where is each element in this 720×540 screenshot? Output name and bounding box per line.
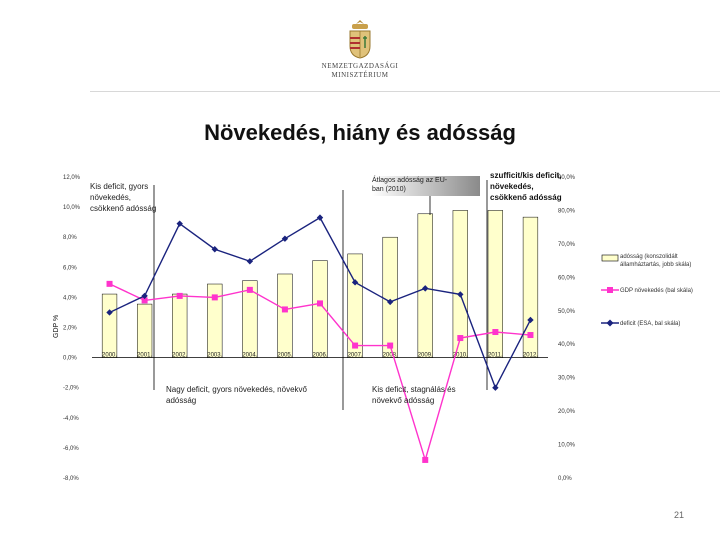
annotation-bottom-right: Kis deficit, stagnálás és növekvő adósság bbox=[372, 385, 456, 405]
gdp-point bbox=[212, 294, 218, 300]
legend-label-debt: adósság (konszolidált államháztartás, jobb skála) bbox=[620, 254, 692, 268]
gdp-point bbox=[177, 293, 183, 299]
bar-debt-2007 bbox=[348, 254, 363, 358]
gdp-point bbox=[422, 457, 428, 463]
category-label: 2003. bbox=[207, 352, 223, 359]
annotation-bottom-left: Nagy deficit, gyors növekedés, növekvő adósság bbox=[166, 385, 307, 405]
right-tick-label: 70,0% bbox=[558, 241, 576, 248]
left-tick-label: 6,0% bbox=[63, 265, 77, 272]
left-tick-label: -8,0% bbox=[63, 476, 79, 482]
gdp-point bbox=[387, 343, 393, 349]
left-tick-label: 4,0% bbox=[63, 295, 77, 302]
bar-debt-2001 bbox=[137, 304, 152, 358]
category-label: 2004. bbox=[242, 352, 258, 359]
annotation-top-left: Kis deficit, gyors növekedés, csökkenő adósság bbox=[90, 182, 157, 213]
category-label: 2007. bbox=[347, 352, 363, 359]
right-tick-label: 40,0% bbox=[558, 342, 576, 349]
chart-title: Növekedés, hiány és adósság bbox=[204, 120, 516, 145]
bar-debt-2008 bbox=[383, 237, 398, 357]
bar-debt-2002 bbox=[172, 294, 187, 358]
bar-debt-2000 bbox=[102, 294, 117, 358]
category-label: 2002. bbox=[172, 352, 188, 359]
left-tick-label: 10,0% bbox=[63, 205, 81, 212]
page-number: 21 bbox=[674, 510, 685, 520]
y-axis-label: GDP % bbox=[53, 314, 60, 338]
gdp-point bbox=[282, 306, 288, 312]
right-tick-label: 10,0% bbox=[558, 442, 576, 449]
category-label: 2005. bbox=[277, 352, 293, 359]
annotation-top-right: szufficit/kis deficit, növekedés, csökkenő adósság bbox=[490, 171, 562, 202]
legend-label-gdp: GDP növekedés (bal skála) bbox=[620, 288, 693, 294]
left-tick-label: 0,0% bbox=[63, 355, 77, 362]
category-label: 2010. bbox=[452, 352, 468, 359]
left-tick-label: 12,0% bbox=[63, 175, 81, 181]
gdp-point bbox=[247, 287, 253, 293]
gdp-point bbox=[492, 329, 498, 335]
right-tick-label: 30,0% bbox=[558, 375, 576, 382]
left-tick-label: 2,0% bbox=[63, 325, 77, 332]
category-label: 2000. bbox=[102, 352, 118, 359]
left-tick-label: -2,0% bbox=[63, 385, 79, 392]
legend-label-deficit: deficit (ESA, bal skála) bbox=[620, 321, 681, 327]
ministry-name-line1: NEMZETGAZDASÁGI bbox=[321, 62, 399, 70]
left-tick-label: -4,0% bbox=[63, 415, 79, 422]
gdp-point bbox=[457, 335, 463, 341]
right-tick-label: 90,0% bbox=[558, 175, 576, 181]
legend-swatch-debt bbox=[600, 253, 620, 263]
annotation-eu-average: Átlagos adósság az EU-ban (2010) bbox=[372, 177, 448, 193]
right-tick-label: 50,0% bbox=[558, 308, 576, 315]
right-tick-label: 20,0% bbox=[558, 409, 576, 416]
legend-swatch-gdp bbox=[600, 285, 620, 295]
deficit-point bbox=[317, 214, 323, 220]
category-label: 2009. bbox=[417, 352, 433, 359]
deficit-point bbox=[492, 385, 498, 391]
category-label: 2008. bbox=[382, 352, 398, 359]
gdp-point bbox=[317, 300, 323, 306]
category-label: 2012. bbox=[522, 352, 538, 359]
bar-debt-2005 bbox=[278, 274, 293, 358]
category-label: 2011. bbox=[488, 352, 503, 359]
gdp-point bbox=[527, 332, 533, 338]
gdp-point bbox=[107, 281, 113, 287]
left-tick-label: 8,0% bbox=[63, 235, 77, 242]
legend-swatch-deficit bbox=[600, 318, 620, 328]
right-tick-label: 60,0% bbox=[558, 275, 576, 282]
category-label: 2001. bbox=[137, 352, 153, 359]
ministry-name-line2: MINISZTÉRIUM bbox=[331, 71, 389, 79]
bar-debt-2011 bbox=[488, 210, 503, 357]
category-label: 2006. bbox=[312, 352, 328, 359]
right-tick-label: 0,0% bbox=[558, 476, 572, 482]
gdp-point bbox=[352, 343, 358, 349]
left-tick-label: -6,0% bbox=[63, 445, 79, 452]
right-tick-label: 80,0% bbox=[558, 208, 576, 215]
